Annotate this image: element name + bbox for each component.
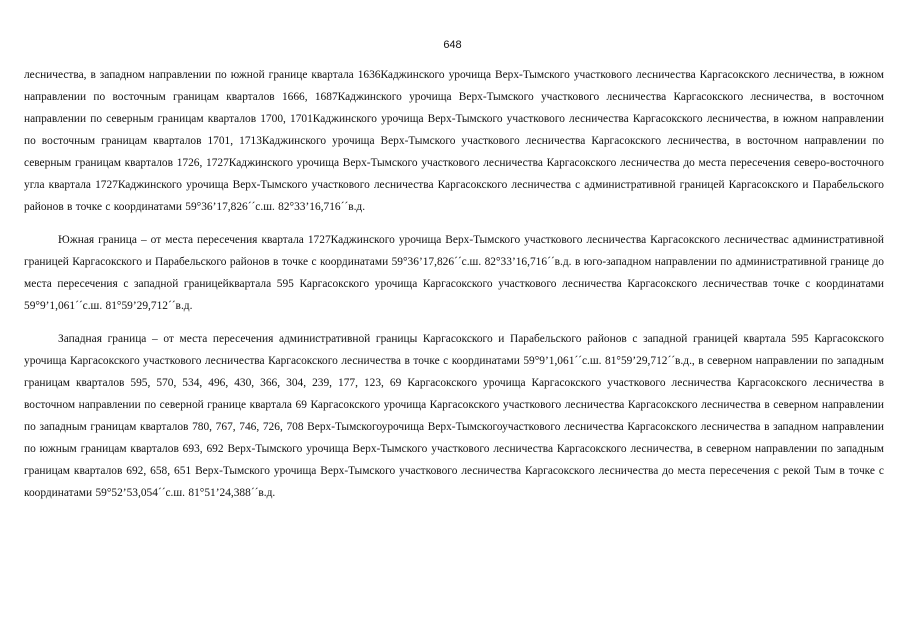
document-body: [24, 64, 884, 504]
paragraph-southern-boundary: Южная граница – от места пересечения квартала 1727Каджинского урочища Верх-Тымского участкового лесничества Каргасокского лесничествас административной границей Каргасокского и Парабельского районов в точке с координатами 59°36’17,826´´с.ш. 82°33’16,716´´в.д. в юго-западном направлении по административной границе до места пересечения с западной границейквартала 595 Каргасокского урочища Каргасокского участкового лесничества Каргасокского лесничествав точке с координатами 59°9’1,061´´с.ш. 81°59’29,712´´в.д.: [24, 234, 884, 312]
paragraph-continuation: лесничества, в западном направлении по южной границе квартала 1636Каджинского урочища Верх-Тымского участкового лесничества Каргасокского лесничества, в южном направлении по восточным границам кварталов 1666, 1687Каджинского урочища Верх-Тымского участкового лесничества Каргасокского лесничества, в восточном направлении по северным границам кварталов 1700, 1701Каджинского урочища Верх-Тымского участкового лесничества Каргасокского лесничества, в южном направлении по восточным границам кварталов 1701, 1713Каджинского урочища Верх-Тымского участкового лесничества Каргасокского лесничества, в восточном направлении по северным границам кварталов 1726, 1727Каджинского урочища Верх-Тымского участкового лесничества Каргасокского лесничества до места пересечения северо-восточного угла квартала 1727Каджинского урочища Верх-Тымского участкового лесничества Каргасокского лесничества с административной границей Каргасокского и Парабельского районов в точке с координатами 59°36’17,826´´с.ш. 82°33’16,716´´в.д.: [24, 69, 884, 213]
paragraph-western-boundary: Западная граница – от места пересечения административной границы Каргасокского и Парабельского районов с западной границей квартала 595 Каргасокского урочища Каргасокского участкового лесничества Каргасокского лесничества в точке с координатами 59°9’1,061´´с.ш. 81°59’29,712´´в.д., в северном направлении по западным границам кварталов 595, 570, 534, 496, 430, 366, 304, 239, 177, 123, 69 Каргасокского урочища Каргасокского участкового лесничества Каргасокского лесничества в восточном направлении по северной границе квартала 69 Каргасокского урочища Каргасокского участкового лесничества Каргасокского лесничества в северном направлении по западным границам кварталов 780, 767, 746, 726, 708 Верх-Тымскогоурочища Верх-Тымскогоучасткового лесничества Каргасокского лесничества в западном направлении по южным границам кварталов 693, 692 Верх-Тымского урочища Верх-Тымского участкового лесничества Каргасокского лесничества, в северном направлении по западным границам кварталов 692, 658, 651 Верх-Тымского урочища Верх-Тымского участкового лесничества Каргасокского лесничества до места пересечения с рекой Тым в точке с координатами 59°52’53,054´´с.ш. 81°51’24,388´´в.д.: [24, 333, 884, 499]
page-number: 648: [443, 39, 462, 51]
